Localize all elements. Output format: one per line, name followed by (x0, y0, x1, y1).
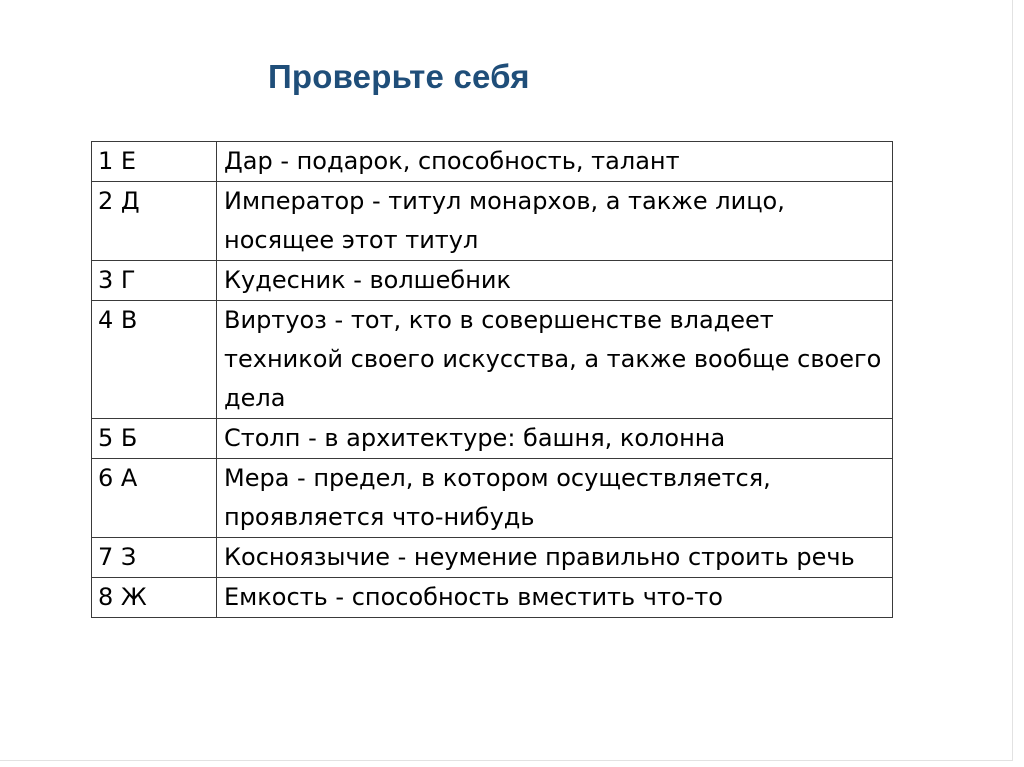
answer-key: 1 Е (92, 142, 217, 182)
table-row (92, 182, 893, 261)
table-row (92, 419, 893, 459)
table-row (92, 459, 893, 538)
answer-key: 8 Ж (92, 578, 217, 618)
answer-definition: Дар - подарок, способность, талант (217, 142, 893, 182)
answer-definition: Столп - в архитектуре: башня, колонна (217, 419, 893, 459)
answer-definition: Кудесник - волшебник (217, 261, 893, 301)
answer-definition: Мера - предел, в котором осуществляется, проявляется что-нибудь (217, 459, 893, 538)
answer-definition: Виртуоз - тот, кто в совершенстве владеет техникой своего искусства, а также вообще своего дела (217, 301, 893, 419)
answers-table (91, 141, 893, 618)
answer-definition: Емкость - способность вместить что-то (217, 578, 893, 618)
table-row (92, 301, 893, 419)
table-row (92, 261, 893, 301)
table-row (92, 538, 893, 578)
answer-key: 7 З (92, 538, 217, 578)
answer-definition: Император - титул монархов, а также лицо, носящее этот титул (217, 182, 893, 261)
answer-definition: Косноязычие - неумение правильно строить речь (217, 538, 893, 578)
answer-key: 5 Б (92, 419, 217, 459)
answer-key: 4 В (92, 301, 217, 419)
table-row (92, 578, 893, 618)
answer-key: 2 Д (92, 182, 217, 261)
table-row (92, 142, 893, 182)
page-title: Проверьте себя (268, 58, 530, 95)
answer-key: 3 Г (92, 261, 217, 301)
answer-key: 6 А (92, 459, 217, 538)
